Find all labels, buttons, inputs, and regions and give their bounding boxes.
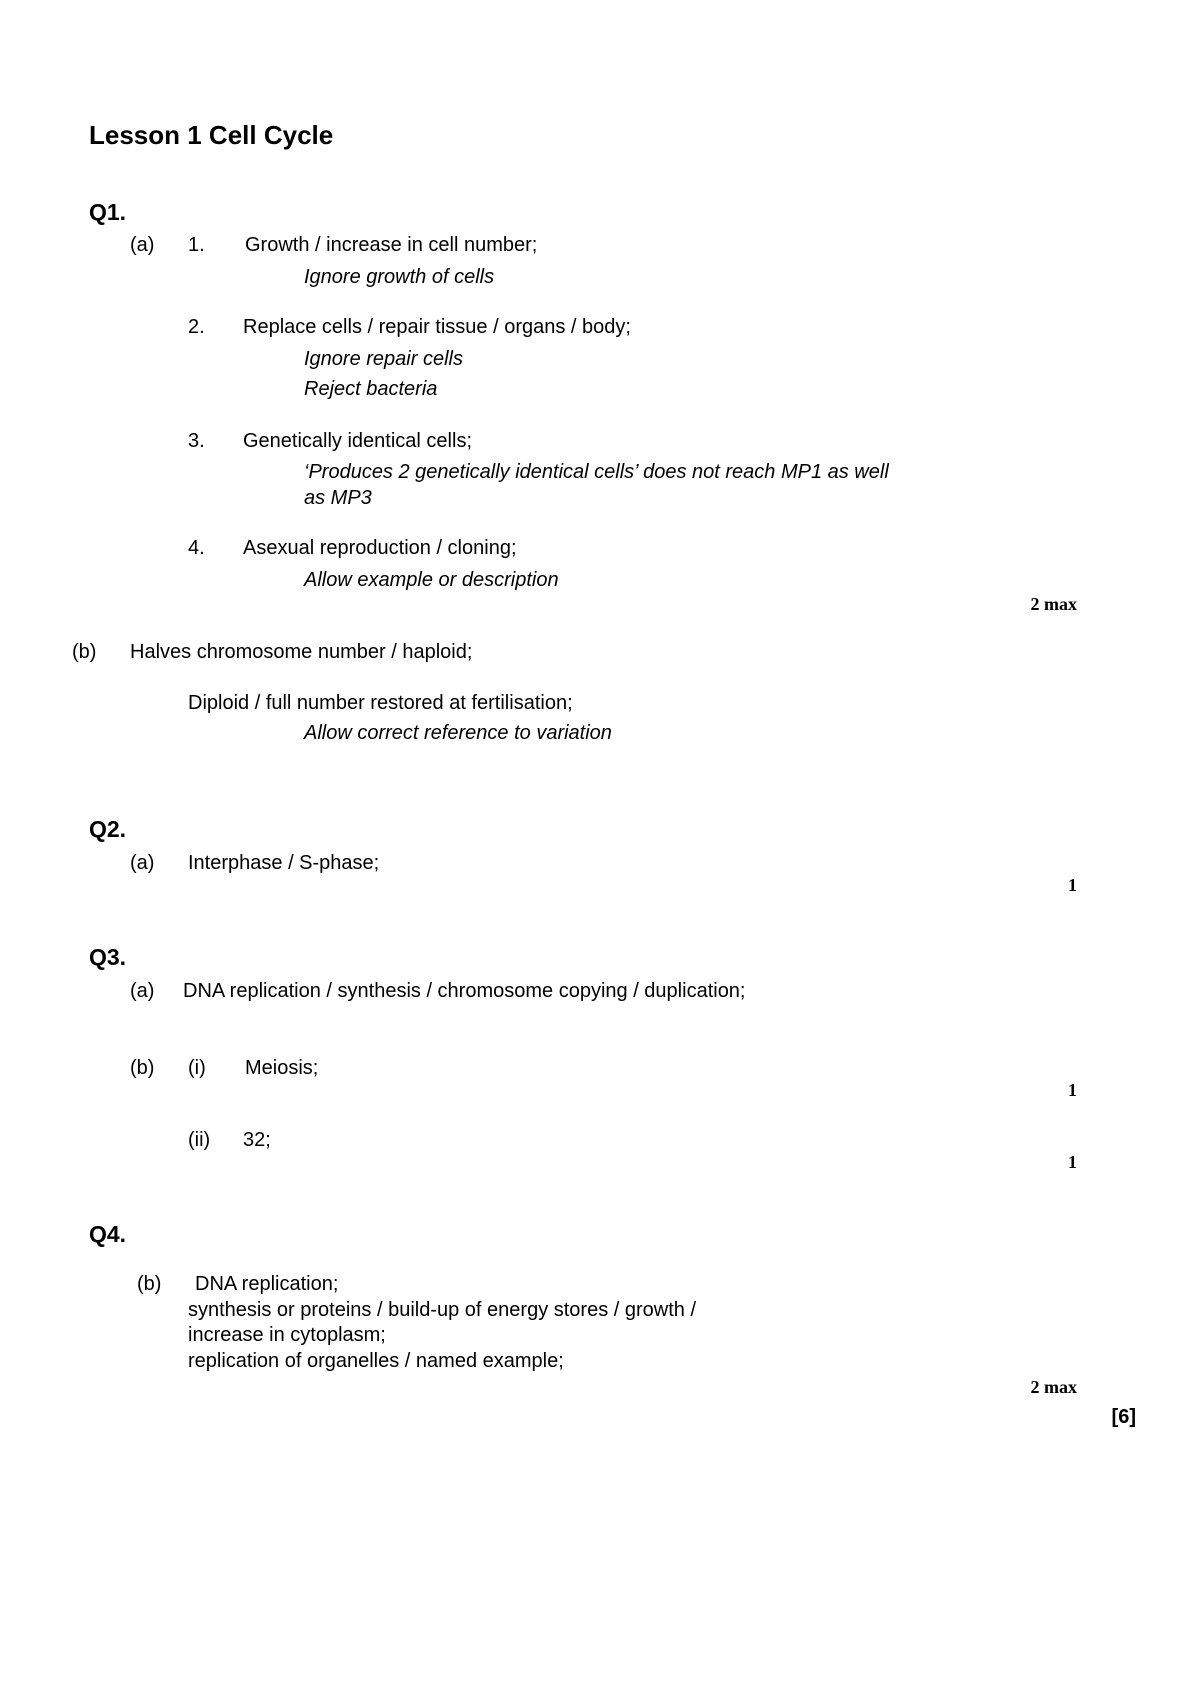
q3-bii-label: (ii) xyxy=(188,1129,211,1151)
q1-b-text-2: Diploid / full number restored at fertilisation; xyxy=(188,692,573,714)
q1-point-2-num: 2. xyxy=(188,316,205,338)
q3-bii-text: 32; xyxy=(243,1129,271,1151)
q1-a-mark: 2 max xyxy=(1030,594,1077,614)
q4-line-1: DNA replication; xyxy=(195,1273,339,1295)
q1-b-text: Halves chromosome number / haploid; xyxy=(130,641,473,663)
q1-point-2-text: Replace cells / repair tissue / organs / body; xyxy=(243,316,631,338)
q3-bi-label: (i) xyxy=(188,1057,206,1079)
q1-point-1-text: Growth / increase in cell number; xyxy=(245,234,538,256)
q2-a-label: (a) xyxy=(130,852,155,874)
q4-line-3: increase in cytoplasm; xyxy=(188,1324,386,1346)
q3-bi-text: Meiosis; xyxy=(245,1057,319,1079)
page-title: Lesson 1 Cell Cycle xyxy=(89,120,334,150)
total-marks: [6] xyxy=(1111,1406,1136,1428)
q1-point-3-text: Genetically identical cells; xyxy=(243,430,472,452)
q1-a-label: (a) xyxy=(130,234,155,256)
q2-heading: Q2. xyxy=(89,816,127,842)
q1-point-3-num: 3. xyxy=(188,430,205,452)
q1-b-note: Allow correct reference to variation xyxy=(304,722,612,744)
q2-a-mark: 1 xyxy=(1068,875,1077,895)
q1-point-1-num: 1. xyxy=(188,234,205,256)
q1-point-3-note-2: as MP3 xyxy=(304,487,372,509)
q1-point-4-note: Allow example or description xyxy=(304,569,559,591)
q4-b-label: (b) xyxy=(137,1273,162,1295)
q4-line-4: replication of organelles / named example; xyxy=(188,1350,564,1372)
q4-mark: 2 max xyxy=(1030,1377,1077,1397)
q3-bi-mark: 1 xyxy=(1068,1080,1077,1100)
q4-line-2: synthesis or proteins / build-up of energy stores / growth / xyxy=(188,1299,697,1321)
q1-point-2-note-1: Ignore repair cells xyxy=(304,348,463,370)
q1-point-4-num: 4. xyxy=(188,537,205,559)
q1-point-2-note-2: Reject bacteria xyxy=(304,378,438,400)
q1-point-4-text: Asexual reproduction / cloning; xyxy=(243,537,517,559)
q1-point-3-note-1: ‘Produces 2 genetically identical cells’ does not reach MP1 as well xyxy=(304,461,889,483)
q4-heading: Q4. xyxy=(89,1221,127,1247)
q3-b-label: (b) xyxy=(130,1057,155,1079)
q3-a-text: DNA replication / synthesis / chromosome copying / duplication; xyxy=(183,980,746,1002)
q3-heading: Q3. xyxy=(89,944,127,970)
q1-heading: Q1. xyxy=(89,199,127,225)
q3-a-label: (a) xyxy=(130,980,155,1002)
q2-a-text: Interphase / S-phase; xyxy=(188,852,380,874)
q3-bii-mark: 1 xyxy=(1068,1152,1077,1172)
q1-b-label: (b) xyxy=(72,641,97,663)
q1-point-1-note: Ignore growth of cells xyxy=(304,266,495,288)
